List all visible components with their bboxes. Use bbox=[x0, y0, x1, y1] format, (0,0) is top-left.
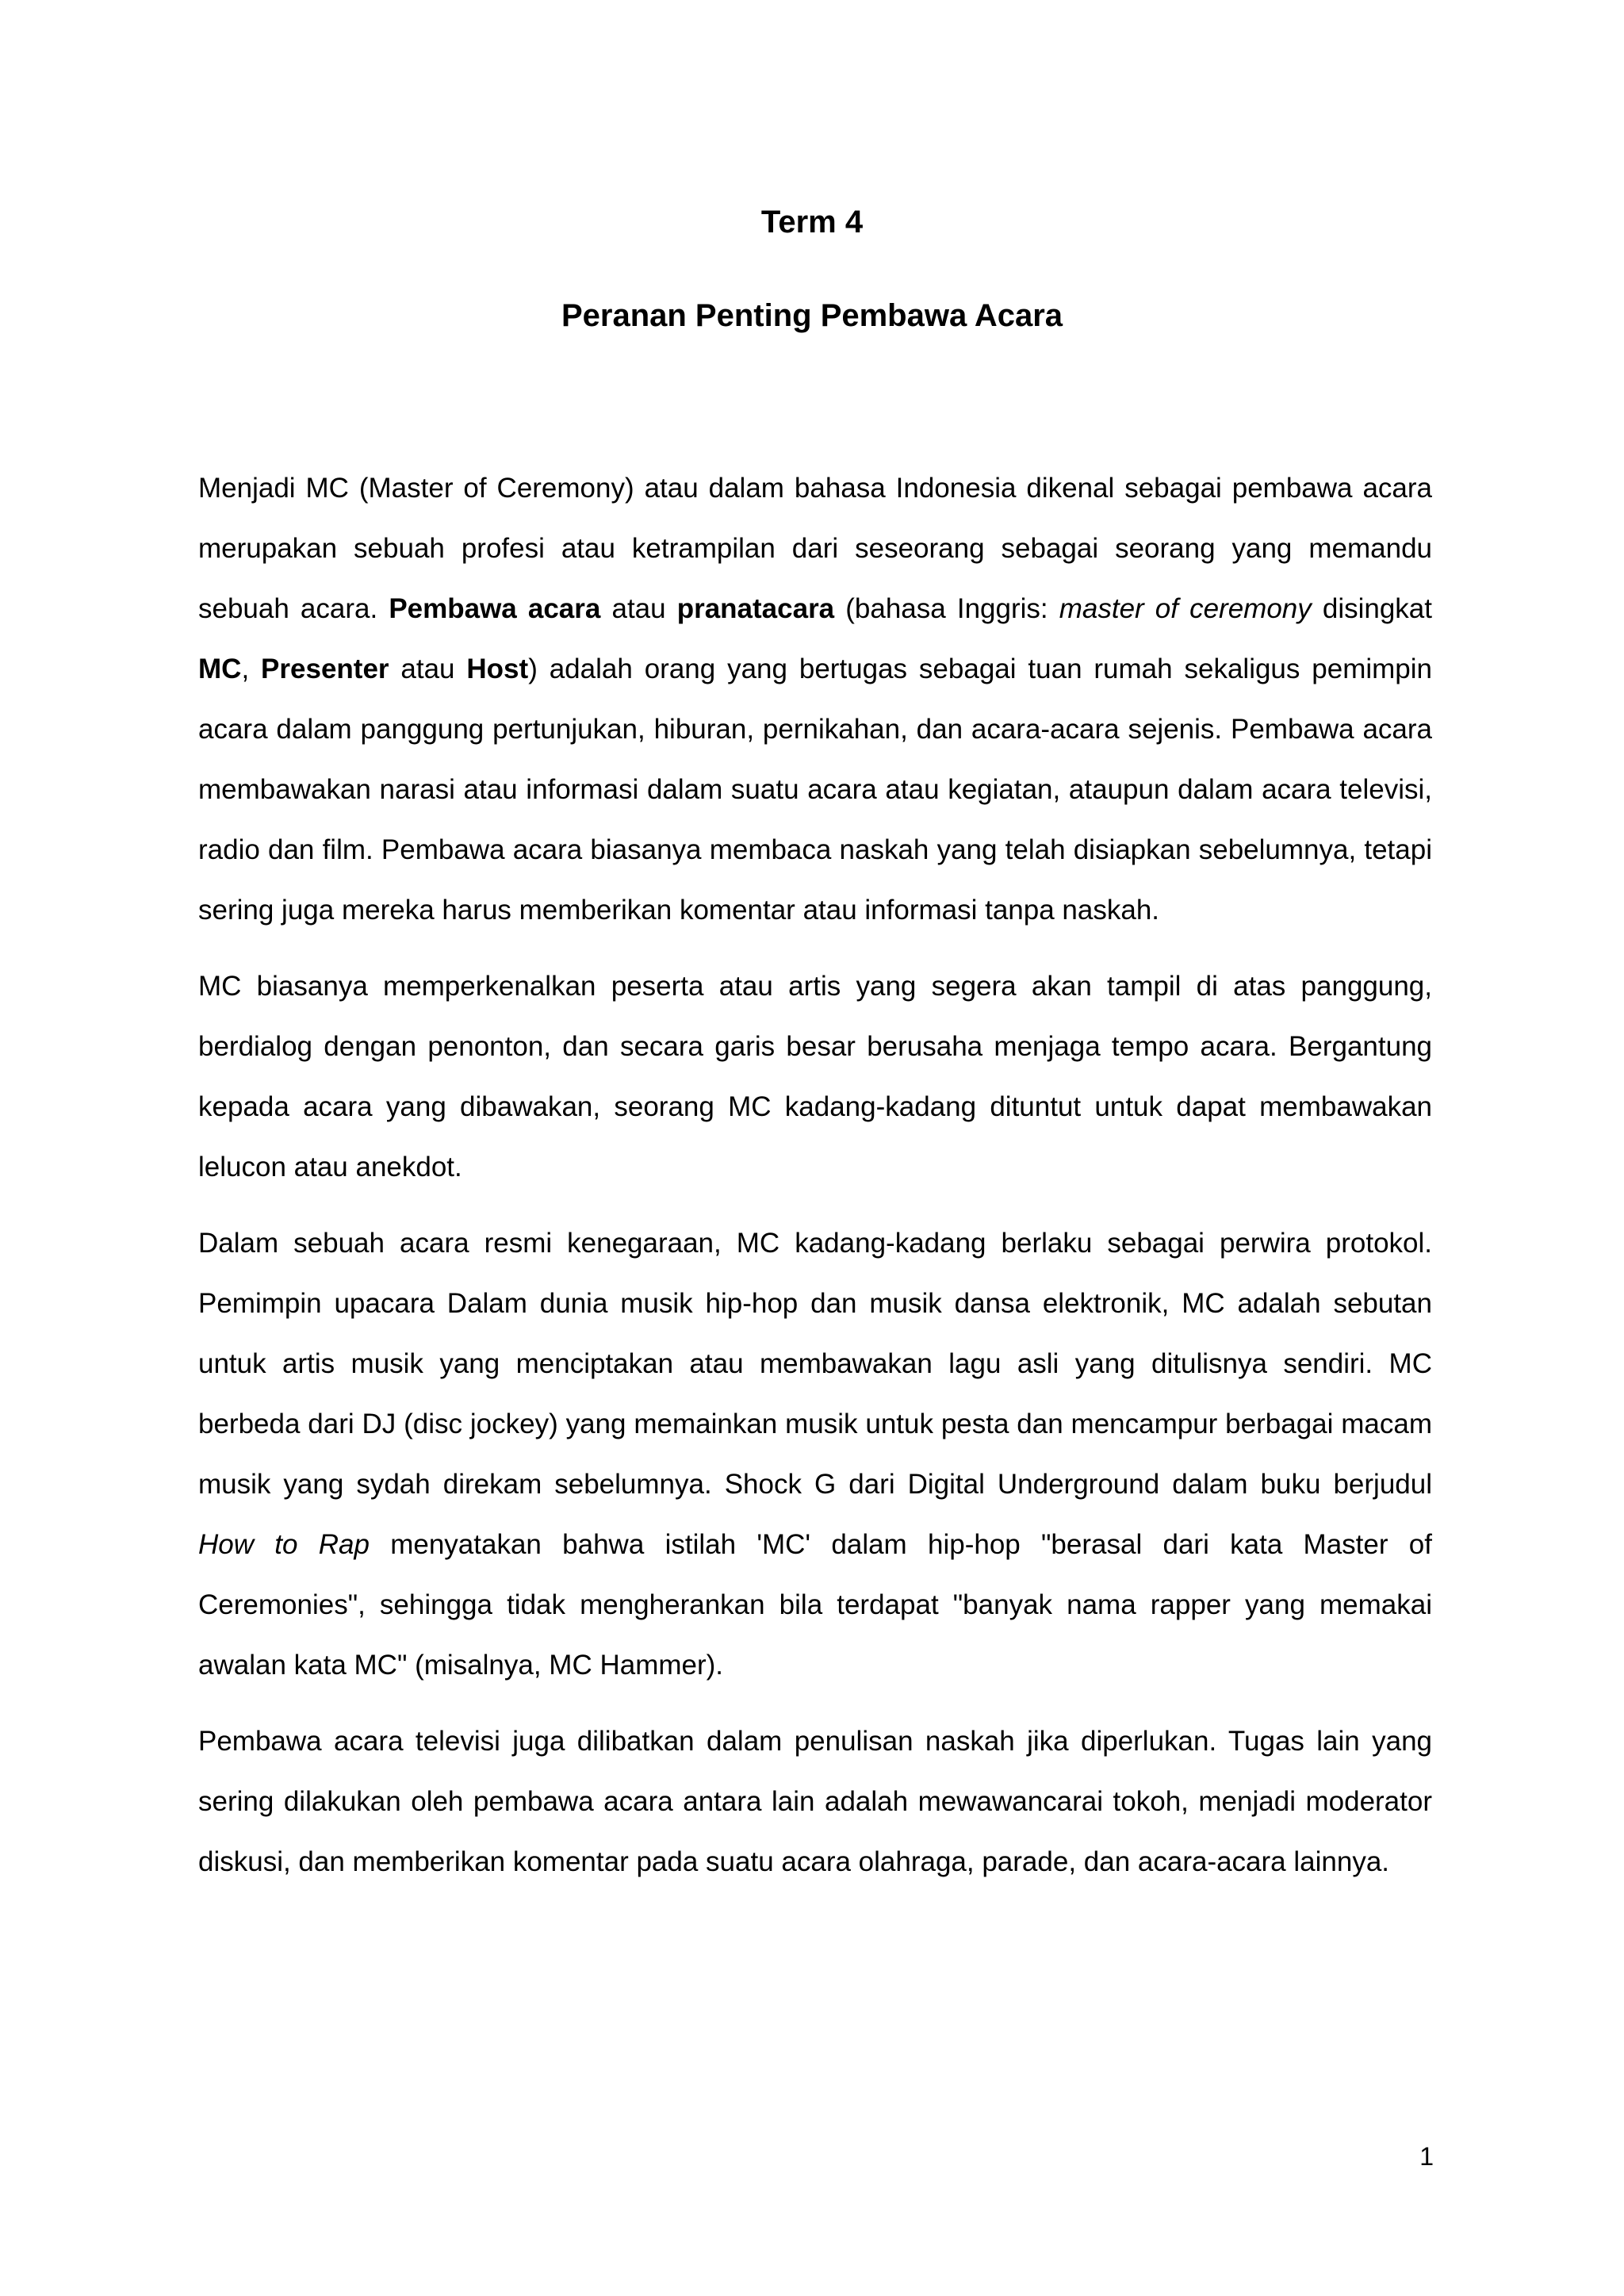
text-span: Menjadi MC (Master of Ceremony) atau dalam bahasa Indonesia dikenal sebagai pembawa acara merupakan sebuah profesi atau ketrampilan dari seseorang sebagai seorang yang memandu sebuah acara. bbox=[198, 473, 1432, 624]
paragraph-3 bbox=[198, 1213, 1432, 1696]
text-span: Dalam sebuah acara resmi kenegaraan, MC kadang-kadang berlaku sebagai perwira protokol. Pemimpin upacara Dalam dunia musik hip-hop dan musik dansa elektronik, MC adalah sebutan untuk artis musik yang menciptakan atau membawakan lagu asli yang ditulisnya sendiri. MC berbeda dari DJ (disc jockey) yang memainkan musik untuk pesta dan mencampur berbagai macam musik yang sydah direkam sebelumnya. Shock G dari Digital Underground dalam buku berjudul bbox=[198, 1228, 1432, 1500]
italic-term: How to Rap bbox=[198, 1529, 370, 1560]
bold-term: Pembawa acara bbox=[389, 593, 601, 624]
bold-term: Presenter bbox=[261, 654, 389, 684]
text-span: atau bbox=[389, 654, 467, 684]
italic-term: master of ceremony bbox=[1059, 593, 1312, 624]
paragraph-1 bbox=[198, 458, 1432, 941]
text-span: MC biasanya memperkenalkan peserta atau artis yang segera akan tampil di atas panggung, berdialog dengan penonton, dan secara garis besar berusaha menjaga tempo acara. Bergantung kepada acara yang dibawakan, seorang MC kadang-kadang dituntut untuk dapat membawakan lelucon atau anekdot. bbox=[198, 971, 1432, 1182]
text-span: , bbox=[241, 654, 262, 684]
term-heading: Term 4 bbox=[760, 205, 864, 240]
body-text bbox=[198, 458, 1432, 1908]
bold-term: MC bbox=[198, 654, 242, 684]
paragraph-4 bbox=[198, 1711, 1432, 1892]
text-span: menyatakan bahwa istilah 'MC' dalam hip-hop "berasal dari kata Master of Ceremonies", sehingga tidak mengherankan bila terdapat "banyak nama rapper yang memakai awalan kata MC" (misalnya, MC Hammer). bbox=[198, 1529, 1432, 1681]
page-title: Peranan Penting Pembawa Acara bbox=[561, 298, 1063, 333]
text-span: disingkat bbox=[1311, 593, 1432, 624]
text-span: (bahasa Inggris: bbox=[834, 593, 1059, 624]
text-span: ) adalah orang yang bertugas sebagai tuan rumah sekaligus pemimpin acara dalam panggung pertunjukan, hiburan, pernikahan, dan acara-acara sejenis. Pembawa acara membawakan narasi atau informasi dalam suatu acara atau kegiatan, ataupun dalam acara televisi, radio dan film. Pembawa acara biasanya membaca naskah yang telah disiapkan sebelumnya, tetapi sering juga mereka harus memberikan komentar atau informasi tanpa naskah. bbox=[198, 654, 1432, 926]
bold-term: Host bbox=[466, 654, 529, 684]
paragraph-2 bbox=[198, 956, 1432, 1198]
bold-term: pranatacara bbox=[676, 593, 835, 624]
text-span: Pembawa acara televisi juga dilibatkan dalam penulisan naskah jika diperlukan. Tugas lain yang sering dilakukan oleh pembawa acara antara lain adalah mewawancarai tokoh, menjadi moderator diskusi, dan memberikan komentar pada suatu acara olahraga, parade, dan acara-acara lainnya. bbox=[198, 1726, 1432, 1877]
text-span: atau bbox=[600, 593, 677, 624]
page-number: 1 bbox=[1419, 2142, 1434, 2171]
